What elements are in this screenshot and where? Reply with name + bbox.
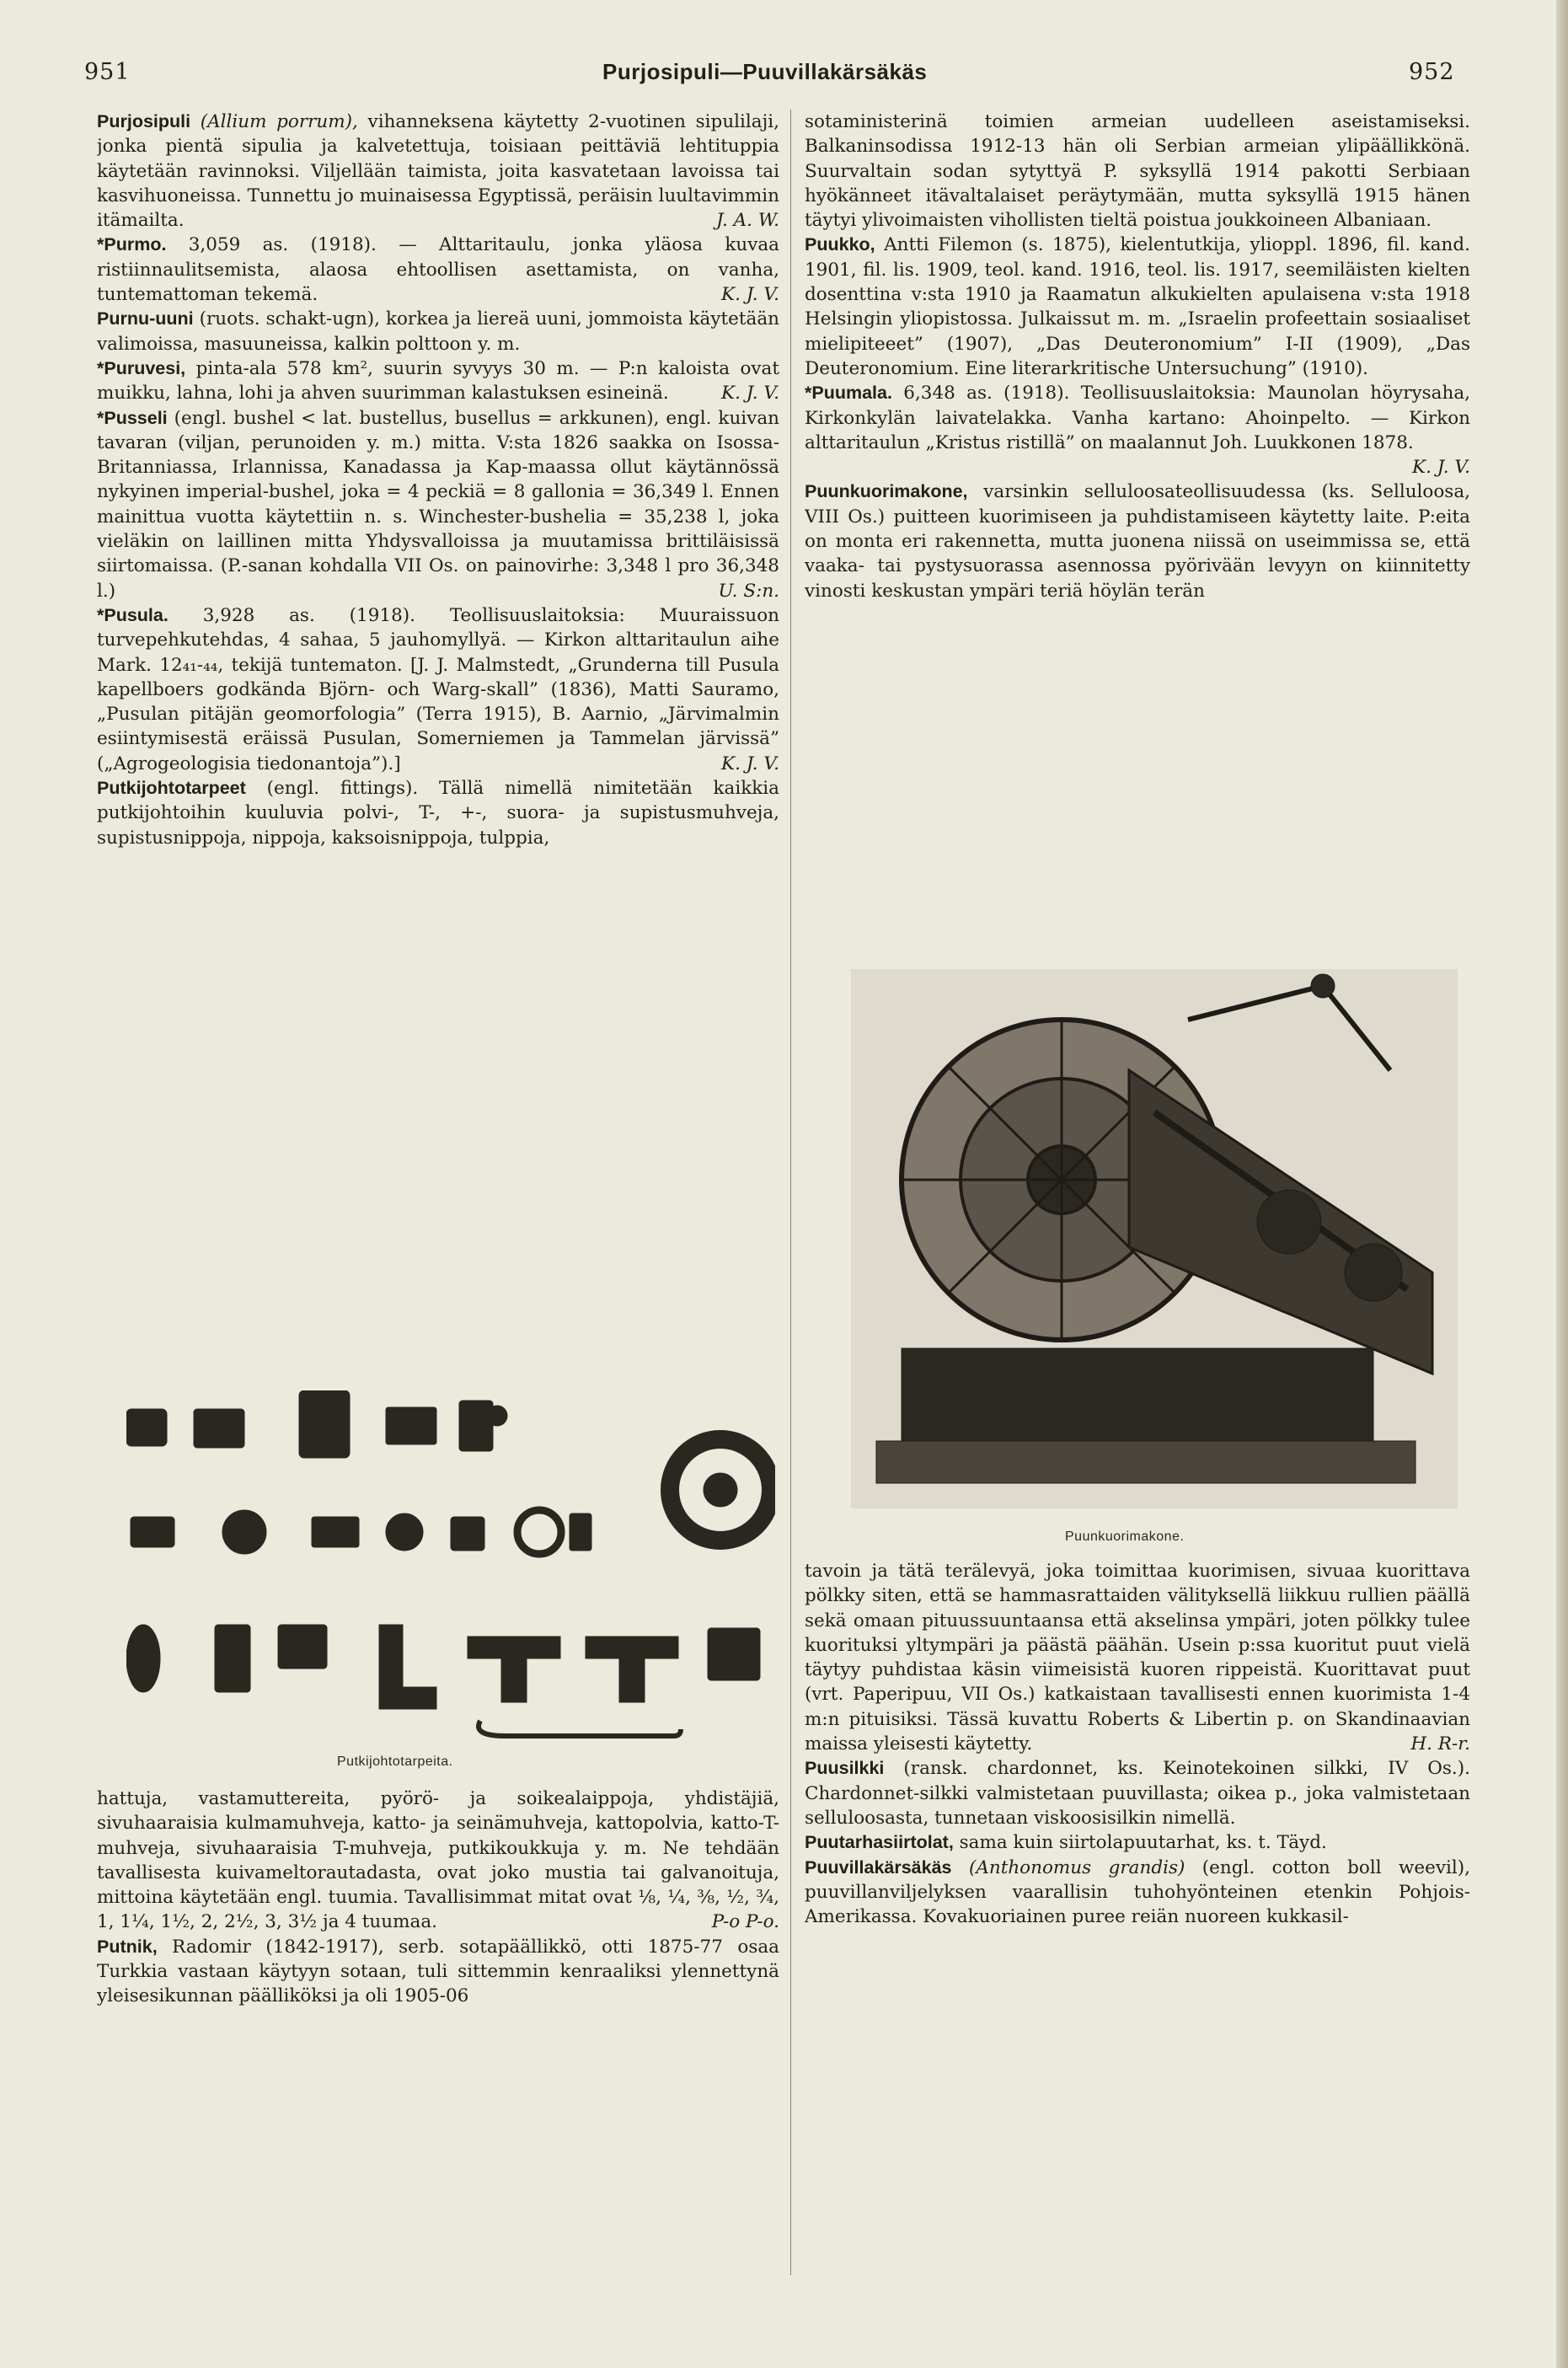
entry-text: tavoin ja tätä terälevyä, joka toimittaa kuorimisen, sivuaa kuorittava pölkky siten, että se hammasrattaiden välityksellä liikkuu rullien päällä sekä omaan pituussuuntaansa että akselinsa ympäri, joten pölkky tulee kuorituksi yltympäri ja päästä päähän. Usein p:ssa kuoritut puut vielä täytyy puhdistaa käsin viimeisistä kuoren rippeistä. Kuorittavat puut (vrt. Paperipuu, VII Os.) katkaistaan tavallisesti ennen kuorimista 1-4 m:n pituisiksi. Tässä kuvattu Roberts & Libertin p. on Skandinaavian maissa yleisesti käytetty.	[805, 1561, 1470, 1755]
entry-text: (engl. bushel < lat. bustellus, busellus = arkkunen), engl. kuivan tavaran (viljan, perunoiden y. m.) mitta. V:sta 1826 saakka on Isossa-Britanniassa, Irlannissa, Kanadassa ja Kap-maassa ollut käytännössä nykyinen imperial-bushel, joka = 4 peckiä = 8 gallonia = 36,349 l. Ennen mainittua vuotta käytettiin n. s. Winchester-bushelia = 35,238 l, joka vieläkin on laillinen mitta Yhdysvalloissa ja muutamissa brittiläisissä siirtomaissa. (P.-sanan kohdalla VII Os. on painovirhe: 3,348 l pro 36,348 l.)	[97, 407, 779, 602]
article-entry	[805, 381, 1470, 479]
fitting-icon	[451, 1517, 484, 1551]
fitting-icon	[586, 1637, 678, 1702]
article-entry	[97, 603, 779, 776]
debarking-machine-figure	[851, 969, 1458, 1508]
article-entry	[97, 233, 779, 307]
fitting-icon	[459, 1401, 493, 1451]
fitting-icon	[386, 1407, 436, 1444]
figure-caption-machine: Puunkuorimakone.	[1065, 1530, 1185, 1544]
fitting-icon	[215, 1625, 250, 1692]
right-column-top	[805, 110, 1470, 961]
article-entry	[805, 479, 1470, 603]
entry-text: Radomir (1842-1917), serb. sotapäällikkö, otti 1875-77 osaa Turkkia vastaan käytyyn sotaan, tuli sittemmin kenraaliksi ylennettynä yleisesikunnan päälliköksi ja oli 1905-06	[97, 1936, 779, 2007]
entry-latin-name: (Allium porrum),	[200, 111, 358, 132]
fitting-icon	[386, 1513, 423, 1551]
machine-plinth	[876, 1441, 1415, 1483]
fitting-icon	[479, 1721, 681, 1736]
entry-headword: Putnik,	[97, 1936, 158, 1957]
entry-headword: Puuvillakärsäkäs	[805, 1856, 952, 1878]
entry-text: varsinkin selluloosateollisuudessa (ks. Selluloosa, VIII Os.) puitteen kuorimiseen ja puhdistamiseen käytetty laite. P:eita on monta eri rakennetta, mutta juonena niissä on useimmissa se, että vaaka- tai pystysuorassa asennossa pyörivään levyyn on kiinnitetty vinosti keskustan ympäri teriä höylän terän	[805, 481, 1470, 602]
entry-text: (engl. fittings). Tällä nimellä nimitetään kaikkia putkijohtoihin kuuluvia polvi-, T-, +-, suora- ja supistusmuhveja, supistusnippoja, nippoja, kaksoisnippoja, tulppia,	[97, 778, 779, 849]
entry-text: (ransk. chardonnet, ks. Keinotekoinen silkki, IV Os.). Chardonnet-silkki valmistetaan puuvillasta; oikea p., joka valmistetaan selluloosasta, tunnetaan viskoosisilkin nimellä.	[805, 1758, 1470, 1829]
author-signature: U. S:n.	[718, 580, 779, 602]
running-head: Purjosipuli—Puuvillakärsäkäs	[602, 59, 928, 84]
fitting-icon	[222, 1510, 266, 1554]
page-edge	[1556, 0, 1568, 2368]
entry-text: 3,928 as. (1918). Teollisuuslaitoksia: Muuraissuon turvepehkutehdas, 4 sahaa, 5 jauhomyllyä. — Kirkon alttaritaulun aihe Mark. 12₄₁-₄₄, tekijä tuntematon. [J. J. Malmstedt, „Grunderna till Pusula kapellboers godkända Björn- och Warg-skall” (1836), Matti Sauramo, „Pusulan pitäjän geomorfologia” (Terra 1915), B. Aarnio, „Järvimalmin esiintymisestä eräissä Pusulan, Somerniemen ja Tammelan järvissä” („Agrogeologisia tiedonantoja”).]	[97, 604, 779, 774]
fitting-icon	[126, 1409, 167, 1446]
left-column-bottom	[97, 1787, 779, 2275]
entry-headword: Putkijohtotarpeet	[97, 778, 246, 799]
article-entry	[805, 1856, 1470, 1930]
entry-text: 6,348 as. (1918). Teollisuuslaitoksia: Maunolan höyrysaha, Kirkonkylän laivatelakka. Vanha kartano: Ahoinpelto. — Kirkon alttaritaulun „Kristus ristillä” on maalannut Joh. Luukkonen 1878.	[805, 383, 1470, 453]
entry-text: pinta-ala 578 km², suurin syvyys 30 m. — P:n kaloista ovat muikku, lahna, lohi ja ahven suurimman kalastuksen esineinä.	[97, 357, 779, 404]
roller	[1257, 1190, 1321, 1254]
article-entry	[805, 233, 1470, 381]
article-entry	[97, 1787, 779, 1935]
fitting-icon	[131, 1517, 174, 1547]
fitting-icon	[570, 1513, 591, 1551]
entry-headword: *Pusseli	[97, 407, 168, 428]
article-entry	[97, 406, 779, 603]
author-signature: K. J. V.	[721, 753, 779, 774]
author-signature: J. A. W.	[716, 210, 779, 232]
fitting-icon	[517, 1510, 561, 1554]
author-signature: K. J. V.	[721, 284, 779, 306]
entry-text: hattuja, vastamuttereita, pyörö- ja soikealaippoja, yhdistäjiä, sivuhaaraisia kulmamuhveja, katto- ja seinämuhveja, kattopolvia, katto-T-muhveja, sivuhaaraisia T-muhveja, putkikoukkuja y. m. Ne tehdään tavallisesta kuivameltorautadasta, ovat joko mustia tai galvanoituja, mittoina käytetään engl. tuumia. Tavallisimmat mitat ovat ⅛, ¼, ⅜, ½, ¾, 1, 1¼, 1½, 2, 2½, 3, 3½ ja 4 tuumaa.	[97, 1788, 779, 1933]
entry-text: sotaministerinä toimien armeian uudelleen aseistamiseksi. Balkaninsodissa 1912-13 hän oli Serbian armeian ylipäällikkönä. Suurvaltain sodan sytyttyä P. syksyllä 1914 pakotti Serbiaan hyökänneet itävaltalaiset peräytymään, mutta syksyllä 1915 hänen täytyi ylivoimaisten vihollisten tieltä poistua joukkoineen Albaniaan.	[805, 111, 1470, 232]
entry-text: (ruots. schakt-ugn), korkea ja liereä uuni, jommoista käytetään valimoissa, masuuneissa, kalkin polttoon y. m.	[97, 308, 779, 355]
author-signature: H. R-r.	[1410, 1733, 1470, 1755]
article-entry	[805, 1830, 1470, 1855]
fitting-icon	[194, 1409, 244, 1448]
pipe-fittings-figure	[126, 1390, 775, 1744]
author-signature: K. J. V.	[1412, 457, 1470, 479]
entry-headword: Purjosipuli	[97, 111, 191, 131]
page-number-right: 952	[1409, 59, 1455, 85]
fitting-icon	[468, 1637, 560, 1702]
entry-text: sama kuin siirtolapuutarhat, ks. t. Täyd.	[953, 1832, 1327, 1854]
article-entry	[805, 1756, 1470, 1830]
left-column-top	[97, 110, 779, 1382]
entry-text: 3,059 as. (1918). — Alttaritaulu, jonka yläosa kuvaa ristiinnaulitsemista, alaosa ehtoollisen asettamista, on vanha, tuntemattoman tekemä.	[97, 234, 779, 306]
right-column-bottom	[805, 1559, 1470, 2275]
entry-headword: Puutarhasiirtolat,	[805, 1832, 954, 1853]
entry-headword: *Puruvesi,	[97, 357, 186, 378]
fitting-icon	[278, 1625, 327, 1669]
entry-headword: Purnu-uuni	[97, 308, 194, 329]
entry-headword: Puunkuorimakone,	[805, 481, 968, 502]
article-entry	[97, 307, 779, 356]
entry-headword: *Pusula.	[97, 604, 169, 625]
entry-headword: *Purmo.	[97, 234, 167, 255]
entry-headword: Puukko,	[805, 234, 875, 255]
article-entry	[97, 356, 779, 406]
article-entry	[97, 110, 779, 233]
fitting-icon	[487, 1406, 507, 1426]
fitting-icon	[299, 1390, 350, 1458]
article-entry	[805, 1559, 1470, 1756]
entry-latin-name: (Anthonomus grandis)	[968, 1856, 1185, 1878]
figure-caption-fittings: Putkijohtotarpeita.	[337, 1755, 453, 1769]
author-signature: P-o P-o.	[711, 1911, 779, 1933]
fitting-icon	[704, 1473, 737, 1507]
entry-text: (engl. cotton boll weevil), puuvillanviljelyksen vaarallisin tuhohyönteinen etenkin Pohjois-Amerikassa. Kovakuoriainen puree reiän nuoreen kukkasil-	[805, 1856, 1470, 1928]
column-divider	[790, 110, 791, 2275]
page-number-left: 951	[84, 59, 131, 85]
entry-headword: Puusilkki	[805, 1758, 885, 1779]
author-signature: K. J. V.	[721, 383, 779, 404]
entry-headword: *Puumala.	[805, 383, 892, 404]
article-entry	[97, 776, 779, 850]
entry-text: Antti Filemon (s. 1875), kielentutkija, ylioppl. 1896, fil. kand. 1901, fil. lis. 1909, teol. kand. 1916, teol. lis. 1917, seemiläisten kielten dosenttina v:sta 1910 ja Raamatun alkukielten apulaisena v:sta 1918 Helsingin yliopistossa. Julkaissut m. m. „Israelin profeettain sosiaaliset mielipiteeet” (1907), „Das Deuteronomium” I-II (1909), „Das Deuteronomium. Eine literarkritische Untersuchung” (1910).	[805, 234, 1470, 379]
fitting-icon	[126, 1625, 160, 1692]
fitting-icon	[379, 1625, 436, 1709]
machine-base	[902, 1348, 1373, 1449]
fitting-icon	[708, 1628, 760, 1680]
article-entry	[805, 110, 1470, 233]
fitting-icon	[312, 1517, 359, 1547]
entry-text: vihanneksena käytetty 2-vuotinen sipulilaji, jonka pientä sipulia ja kalvetettuja, toisiaan peittäviä lehtituppia käytetään ravinnoksi. Viljellään taimista, joita kasvatetaan lavoissa tai kasvihuoneissa. Tunnettu jo muinaisessa Egyptissä, peräisin luultavimmin itämailta.	[97, 111, 779, 232]
article-entry	[97, 1935, 779, 2009]
roller	[1345, 1244, 1402, 1301]
